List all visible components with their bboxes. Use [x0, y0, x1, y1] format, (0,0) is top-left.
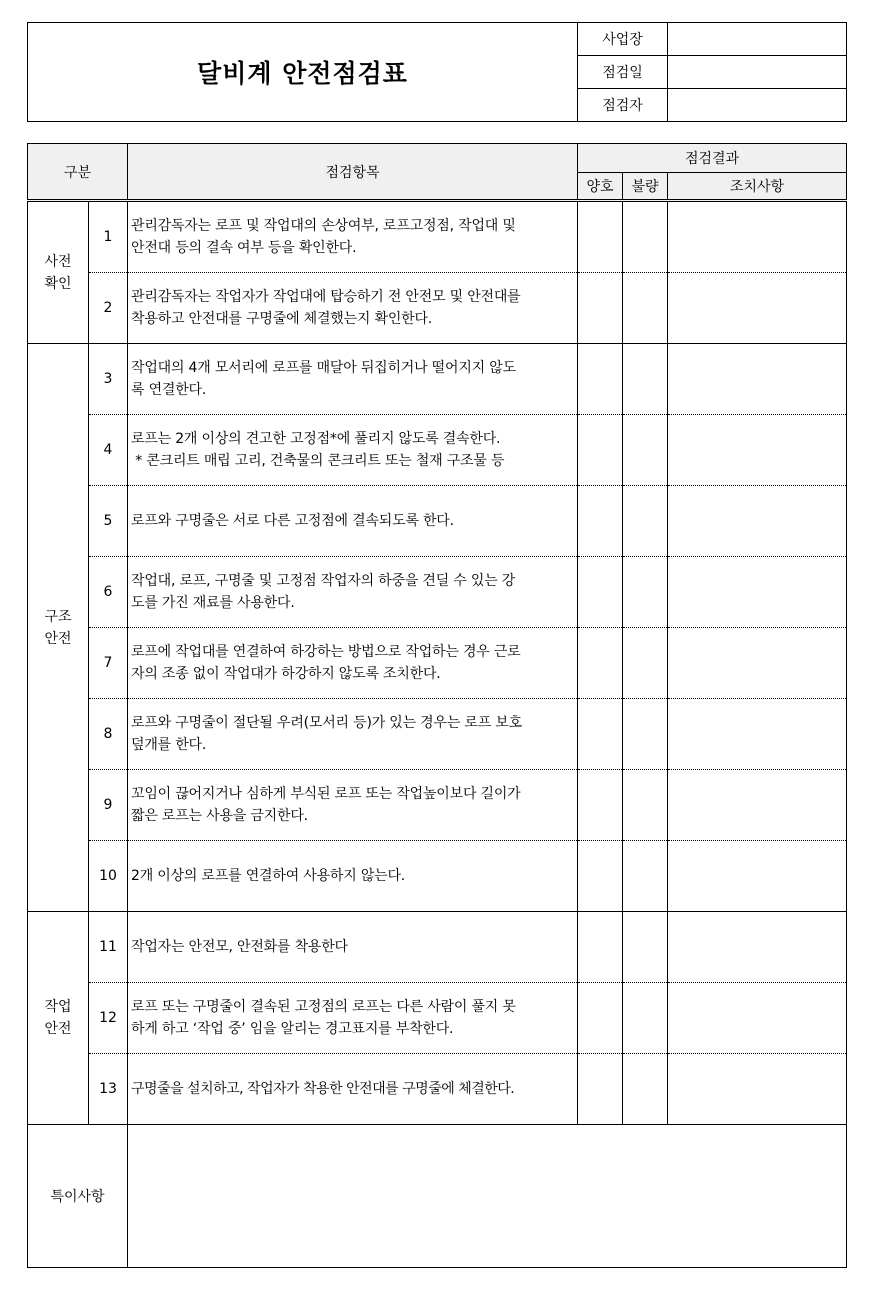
bad-cell[interactable]	[623, 628, 668, 699]
table-row	[28, 770, 847, 841]
good-cell[interactable]	[578, 415, 623, 486]
check-item	[128, 344, 578, 415]
check-item	[128, 699, 578, 770]
group-label-line: 안전	[44, 630, 72, 647]
group-label-line: 작업	[44, 999, 72, 1015]
bad-cell[interactable]	[623, 415, 668, 486]
action-cell[interactable]	[668, 273, 847, 344]
row-number: 2	[89, 273, 128, 344]
row-number: 1	[89, 201, 128, 273]
row-number: 5	[89, 486, 128, 557]
check-item	[128, 770, 578, 841]
table-row	[28, 912, 847, 983]
group-label-line: 안전	[44, 1021, 72, 1037]
bad-cell[interactable]	[623, 983, 668, 1054]
row-number: 9	[89, 770, 128, 841]
check-item	[128, 486, 578, 557]
check-item-text: 작업대, 로프, 구명줄 및 고정점 작업자의 하중을 견딜 수 있는 강	[131, 573, 516, 589]
check-item-text: 착용하고 안전대를 구명줄에 체결했는지 확인한다.	[131, 311, 433, 327]
action-cell[interactable]	[668, 1054, 847, 1125]
bad-cell[interactable]	[623, 912, 668, 983]
column-header-item: 점검항목	[128, 144, 578, 201]
group-label-work-safety	[28, 912, 89, 1125]
check-item-text: 관리감독자는 작업자가 작업대에 탑승하기 전 안전모 및 안전대를	[131, 289, 521, 305]
bad-cell[interactable]	[623, 699, 668, 770]
check-item	[128, 628, 578, 699]
check-item	[128, 557, 578, 628]
group-label-line: 구조	[44, 608, 72, 625]
good-cell[interactable]	[578, 557, 623, 628]
column-header-result: 점검결과	[578, 144, 847, 173]
field-label-site: 사업장	[578, 23, 668, 56]
check-item-text: 관리감독자는 로프 및 작업대의 손상여부, 로프고정점, 작업대 및	[131, 218, 516, 234]
check-item	[128, 983, 578, 1054]
check-item	[128, 415, 578, 486]
table-row	[28, 486, 847, 557]
action-cell[interactable]	[668, 983, 847, 1054]
check-item-text: 로프 또는 구명줄이 결속된 고정점의 로프는 다른 사람이 풀지 못	[131, 999, 516, 1015]
remarks-field[interactable]	[128, 1125, 847, 1268]
page-title: 달비계 안전점검표	[28, 23, 578, 122]
table-row	[28, 344, 847, 415]
good-cell[interactable]	[578, 273, 623, 344]
row-number: 3	[89, 344, 128, 415]
good-cell[interactable]	[578, 699, 623, 770]
good-cell[interactable]	[578, 912, 623, 983]
check-item-note: * 콘크리트 매립 고리, 건축물의 콘크리트 또는 철재 구조물 등	[131, 453, 505, 469]
row-number: 6	[89, 557, 128, 628]
checklist-table	[27, 143, 847, 1268]
action-cell[interactable]	[668, 486, 847, 557]
bad-cell[interactable]	[623, 344, 668, 415]
check-item-text: 짧은 로프는 사용을 금지한다.	[131, 808, 308, 824]
bad-cell[interactable]	[623, 770, 668, 841]
check-item-text: 2개 이상의 로프를 연결하여 사용하지 않는다.	[131, 868, 406, 884]
action-cell[interactable]	[668, 557, 847, 628]
good-cell[interactable]	[578, 1054, 623, 1125]
bad-cell[interactable]	[623, 201, 668, 273]
header-table	[27, 22, 847, 122]
bad-cell[interactable]	[623, 557, 668, 628]
field-label-inspector: 점검자	[578, 89, 668, 122]
check-item-text: 로프는 2개 이상의 견고한 고정점*에 풀리지 않도록 결속한다.	[131, 431, 501, 447]
check-item-text: 구명줄을 설치하고, 작업자가 착용한 안전대를 구명줄에 체결한다.	[131, 1081, 515, 1097]
check-item-text: 덮개를 한다.	[131, 737, 207, 753]
action-cell[interactable]	[668, 841, 847, 912]
row-number: 4	[89, 415, 128, 486]
good-cell[interactable]	[578, 344, 623, 415]
check-item-text: 도를 가진 재료를 사용한다.	[131, 595, 295, 611]
good-cell[interactable]	[578, 841, 623, 912]
bad-cell[interactable]	[623, 841, 668, 912]
check-item	[128, 841, 578, 912]
group-label-line: 사전	[44, 253, 72, 270]
good-cell[interactable]	[578, 983, 623, 1054]
check-item	[128, 201, 578, 273]
check-item-text: 자의 조종 없이 작업대가 하강하지 않도록 조치한다.	[131, 666, 441, 682]
column-header-good: 양호	[578, 173, 623, 201]
good-cell[interactable]	[578, 201, 623, 273]
check-item	[128, 1054, 578, 1125]
row-number: 10	[89, 841, 128, 912]
check-item	[128, 273, 578, 344]
field-label-date: 점검일	[578, 56, 668, 89]
field-value-inspector[interactable]	[668, 89, 847, 122]
row-number: 11	[89, 912, 128, 983]
check-item-text: 안전대 등의 결속 여부 등을 확인한다.	[131, 240, 357, 256]
action-cell[interactable]	[668, 344, 847, 415]
check-item-text: 로프에 작업대를 연결하여 하강하는 방법으로 작업하는 경우 근로	[131, 644, 521, 660]
row-number: 7	[89, 628, 128, 699]
row-number: 12	[89, 983, 128, 1054]
check-item-text: 로프와 구명줄이 절단될 우려(모서리 등)가 있는 경우는 로프 보호	[131, 715, 522, 731]
check-item-text: 로프와 구명줄은 서로 다른 고정점에 결속되도록 한다.	[131, 513, 454, 529]
remarks-row	[28, 1125, 847, 1268]
good-cell[interactable]	[578, 486, 623, 557]
row-number: 13	[89, 1054, 128, 1125]
table-row	[28, 983, 847, 1054]
check-item-text: 꼬임이 끊어지거나 심하게 부식된 로프 또는 작업높이보다 길이가	[131, 786, 521, 802]
bad-cell[interactable]	[623, 1054, 668, 1125]
row-number: 8	[89, 699, 128, 770]
table-row	[28, 1054, 847, 1125]
check-item-text: 하게 하고 ‘작업 중’ 임을 알리는 경고표지를 부착한다.	[131, 1021, 454, 1037]
group-label-structural-safety	[28, 344, 89, 912]
bad-cell[interactable]	[623, 486, 668, 557]
table-row	[28, 699, 847, 770]
field-value-date[interactable]	[668, 56, 847, 89]
table-row	[28, 841, 847, 912]
check-item-text: 록 연결한다.	[131, 382, 207, 398]
action-cell[interactable]	[668, 770, 847, 841]
action-cell[interactable]	[668, 415, 847, 486]
check-item-text: 작업대의 4개 모서리에 로프를 매달아 뒤집히거나 떨어지지 않도	[131, 360, 516, 376]
column-header-category: 구분	[28, 144, 128, 201]
action-cell[interactable]	[668, 699, 847, 770]
table-row	[28, 273, 847, 344]
group-label-line: 확인	[44, 275, 72, 292]
table-row	[28, 628, 847, 699]
column-header-bad: 불량	[623, 173, 668, 201]
action-cell[interactable]	[668, 912, 847, 983]
table-row	[28, 415, 847, 486]
check-item	[128, 912, 578, 983]
remarks-label: 특이사항	[28, 1125, 128, 1268]
table-row	[28, 201, 847, 273]
bad-cell[interactable]	[623, 273, 668, 344]
group-label-pre-check	[28, 201, 89, 344]
column-header-action: 조치사항	[668, 173, 847, 201]
good-cell[interactable]	[578, 628, 623, 699]
action-cell[interactable]	[668, 201, 847, 273]
table-row	[28, 557, 847, 628]
check-item-text: 작업자는 안전모, 안전화를 착용한다	[131, 939, 348, 955]
good-cell[interactable]	[578, 770, 623, 841]
action-cell[interactable]	[668, 628, 847, 699]
field-value-site[interactable]	[668, 23, 847, 56]
